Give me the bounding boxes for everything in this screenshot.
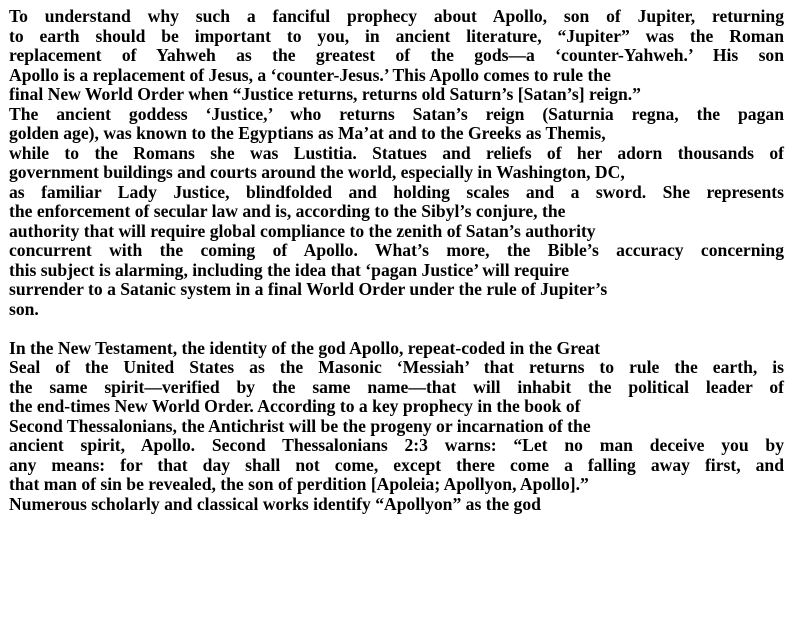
text-line: To understand why such a fanciful prophecy about Apollo, son of Jupiter, returning [9,6,784,26]
text-line: replacement of Yahweh as the greatest of the gods—a ‘counter-Yahweh.’ His son [9,45,784,65]
text-line: as familiar Lady Justice, blindfolded and holding scales and a sword. She represents [9,181,784,202]
text-line: Numerous scholarly and classical works identify “Apollyon” as the god [9,493,541,514]
text-line: concurrent with the coming of Apollo. What’s more, the Bible’s accuracy concerning [9,240,784,260]
text-line: government buildings and courts around the world, especially in Washington, DC, [9,162,625,182]
text-line: Seal of the United States as the Masonic ‘Messiah’ that returns to rule the earth, is [9,357,784,377]
document-page [9,7,784,514]
text-line: Second Thessalonians, the Antichrist will be the progeny or incarnation of the [9,415,591,436]
text-line: that man of sin be revealed, the son of perdition [Apoleia; Apollyon, Apollo].” [9,474,589,494]
text-line: ancient spirit, Apollo. Second Thessalonians 2:3 warns: “Let no man deceive you by [9,435,784,455]
text-line: the end-times New World Order. According to a key prophecy in the book of [9,396,581,416]
paragraph-2 [9,339,784,515]
text-line: authority that will require global compliance to the zenith of Satan’s authority [9,220,596,241]
text-line: golden age), was known to the Egyptians as Ma’at and to the Greeks as Themis, [9,123,606,143]
text-line: any means: for that day shall not come, except there come a falling away first, and [9,454,784,475]
text-line: The ancient goddess ‘Justice,’ who returns Satan’s reign (Saturnia regna, the pagan [9,103,784,124]
text-line: surrender to a Satanic system in a final World Order under the rule of Jupiter’s [9,279,608,299]
text-line: the enforcement of secular law and is, according to the Sibyl’s conjure, the [9,201,566,221]
text-line: In the New Testament, the identity of the god Apollo, repeat-coded in the Great [9,337,601,358]
text-line: while to the Romans she was Lustitia. Statues and reliefs of her adorn thousands of [9,142,784,163]
text-line: this subject is alarming, including the idea that ‘pagan Justice’ will require [9,259,570,280]
text-line: final New World Order when “Justice returns, returns old Saturn’s [Satan’s] reign.” [9,84,641,104]
paragraph-spacer [9,319,784,339]
text-line: son. [9,298,39,319]
paragraph-1 [9,7,784,319]
text-line: to earth should be important to you, in ancient literature, “Jupiter” was the Roman [9,25,784,46]
text-line: the same spirit—verified by the same name—that will inhabit the political leader of [9,376,784,397]
text-line: Apollo is a replacement of Jesus, a ‘counter-Jesus.’ This Apollo comes to rule the [9,64,611,85]
